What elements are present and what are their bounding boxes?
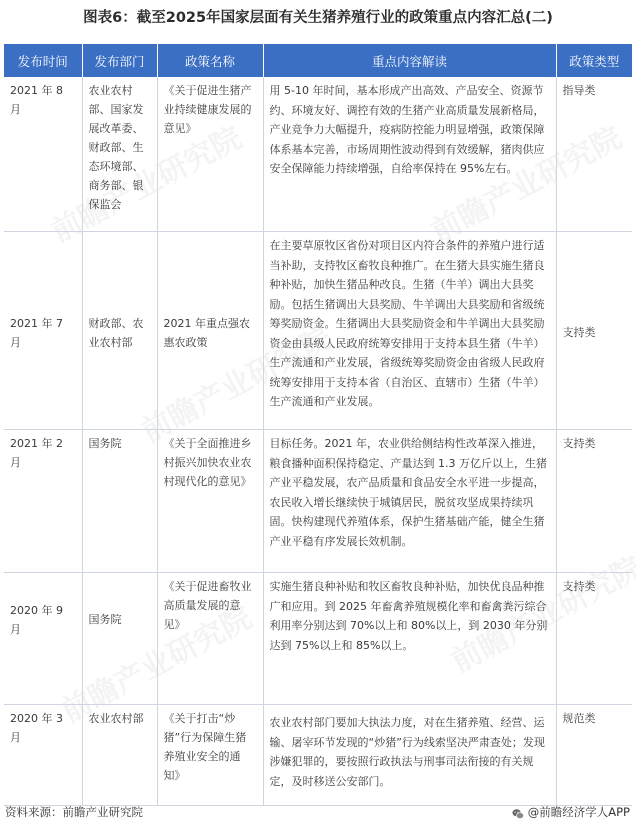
cell-content: 实施生猪良种补贴和牧区畜牧良种补贴，加快优良品种推广和应用。到 2025 年畜禽养殖规模化率和畜禽粪污综合利用率分别达到 70%以上和 80%以上，到 2030 年分别达到 75%以上和 85%以上。 [263, 573, 556, 705]
cell-date: 2020 年 3 月 [4, 705, 82, 806]
cell-type: 支持类 [556, 573, 632, 705]
table-header-row [4, 44, 632, 77]
table-row [4, 705, 632, 806]
cell-type: 支持类 [556, 232, 632, 430]
header-date: 发布时间 [4, 44, 82, 77]
cell-content: 用 5-10 年时间，基本形成产出高效、产品安全、资源节约、环境友好、调控有效的生猪产业高质量发展新格局，产业竞争力大幅提升，疫病防控能力明显增强，政策保障体系基本完善，市场周期性波动得到有效缓解，猪肉供应安全保障能力持续增强，自给率保持在 95%左右。 [263, 77, 556, 232]
cell-name: 《关于全面推进乡村振兴加快农业农村现代化的意见》 [157, 430, 263, 573]
cell-date: 2020 年 9 月 [4, 573, 82, 705]
brand-label: @前瞻经济学人APP [527, 805, 630, 819]
cell-content: 在主要草原牧区省份对项目区内符合条件的养殖户进行适当补助，支持牧区畜牧良种推广。在生猪大县实施生猪良种补贴，加快生猪品种改良。生猪（牛羊）调出大县奖励。包括生猪调出大县奖励、牛羊调出大县奖励和省级统筹奖励资金。生猪调出大县奖励资金和牛羊调出大县奖励资金由县级人民政府统筹安排用于支持本县生猪（牛羊）生产流通和产业发展，省级统筹奖励资金由省级人民政府统筹安排用于支持本省（自治区、直辖市）生猪（牛羊）生产流通和产业发展。 [263, 232, 556, 430]
cell-name: 2021 年重点强农惠农政策 [157, 232, 263, 430]
policy-table [4, 44, 632, 806]
cell-dept: 农业农村部、国家发展改革委、财政部、生态环境部、商务部、银保监会 [82, 77, 157, 232]
cell-date: 2021 年 7 月 [4, 232, 82, 430]
cell-content: 目标任务。2021 年，农业供给侧结构性改革深入推进，粮食播种面积保持稳定、产量达到 1.3 万亿斤以上，生猪产业平稳发展，农产品质量和食品安全水平进一步提高，农民收入增长继续快于城镇居民，脱贫攻坚成果持续巩固。快构建现代养殖体系，保护生猪基础产能，健全生猪产业平稳有序发展长效机制。 [263, 430, 556, 573]
cell-name: 《关于打击“炒猪”行为保障生猪养殖业安全的通知》 [157, 705, 263, 806]
cell-type: 规范类 [556, 705, 632, 806]
cell-date: 2021 年 2 月 [4, 430, 82, 573]
header-dept: 发布部门 [82, 44, 157, 77]
table-row [4, 232, 632, 430]
cell-type: 指导类 [556, 77, 632, 232]
cell-dept: 国务院 [82, 430, 157, 573]
table-row [4, 573, 632, 705]
page-title: 图表6：截至2025年国家层面有关生猪养殖行业的政策重点内容汇总(二) [83, 10, 553, 26]
cell-dept: 农业农村部 [82, 705, 157, 806]
cell-dept: 财政部、农业农村部 [82, 232, 157, 430]
table-row [4, 430, 632, 573]
source-note: 资料来源：前瞻产业研究院 [5, 805, 143, 819]
table-row [4, 77, 632, 232]
brand-credit [512, 802, 630, 822]
header-content: 重点内容解读 [263, 44, 556, 77]
cell-date: 2021 年 8 月 [4, 77, 82, 232]
footer [0, 802, 636, 822]
cell-name: 《关于促进畜牧业高质量发展的意见》 [157, 573, 263, 705]
cell-dept: 国务院 [82, 573, 157, 705]
cell-content: 农业农村部门要加大执法力度，对在生猪养殖、经营、运输、屠宰环节发现的“炒猪”行为线索坚决严肃查处；发现涉嫌犯罪的，要按照行政执法与刑事司法衔接的有关规定，及时移送公安部门。 [263, 705, 556, 806]
wechat-icon [512, 806, 524, 818]
header-name: 政策名称 [157, 44, 263, 77]
header-type: 政策类型 [556, 44, 632, 77]
cell-name: 《关于促进生猪产业持续健康发展的意见》 [157, 77, 263, 232]
cell-type: 支持类 [556, 430, 632, 573]
